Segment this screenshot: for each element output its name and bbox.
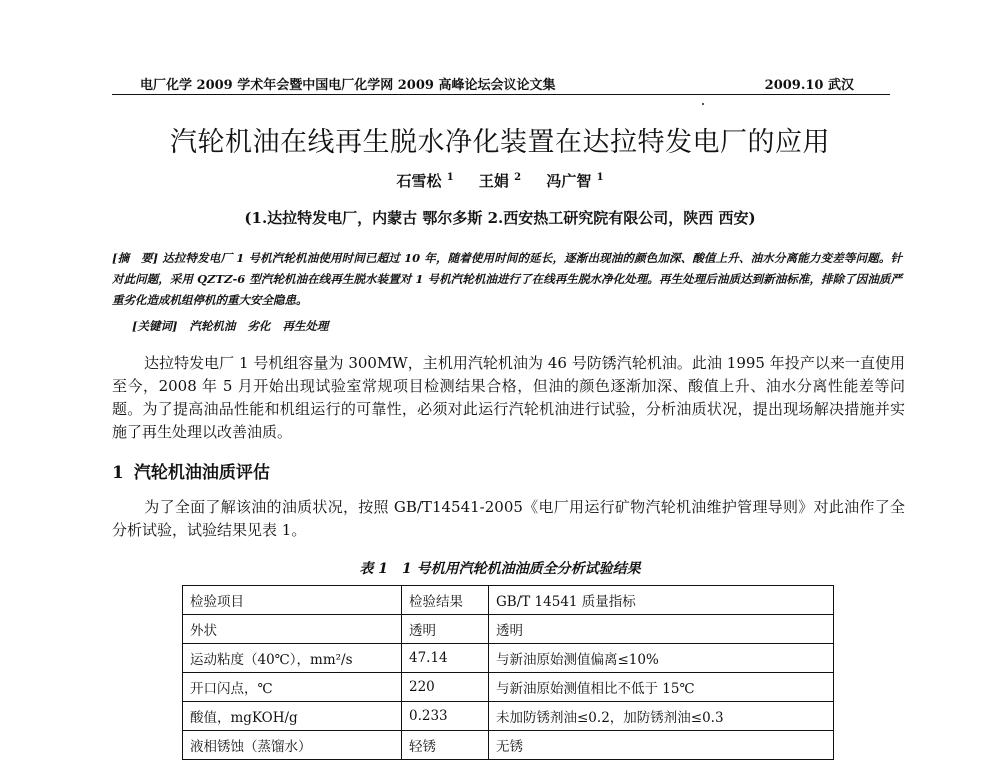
table-cell: 开口闪点，℃ bbox=[183, 673, 402, 702]
table-cell: 无锈 bbox=[489, 731, 834, 760]
intro-paragraph: 达拉特发电厂 1 号机组容量为 300MW，主机用汽轮机油为 46 号防锈汽轮机油。此油 1995 年投产以来一直使用至今，2008 年 5 月开始出现试验室常规项目检测结果合格，但油的颜色逐渐加深、酸值上升、油水分离性能差等问题。为了提高油品性能和机组运行的可靠性，必须对此运行汽轮机油进行试验，分析油质状况，提出现场解决措施并实施了再生处理以改善油质。 bbox=[112, 354, 905, 441]
table-row bbox=[183, 615, 834, 644]
table-cell: 透明 bbox=[489, 615, 834, 644]
table-cell: 液相锈蚀（蒸馏水） bbox=[183, 731, 402, 760]
section-paragraph: 为了全面了解该油的油质状况，按照 GB/T14541-2005《电厂用运行矿物汽轮机油维护管理导则》对此油作了全分析试验，试验结果见表 1。 bbox=[112, 498, 905, 539]
author: 王娟 $^2$ bbox=[478, 172, 522, 190]
section-title: 汽轮机油油质评估 bbox=[133, 463, 270, 483]
table-cell: 0.233 bbox=[402, 702, 489, 731]
author: 冯广智 $^1$ bbox=[546, 172, 604, 190]
abstract bbox=[112, 248, 902, 311]
table-caption: 表 1 1 号机用汽轮机油油质全分析试验结果 bbox=[359, 561, 641, 577]
table-row bbox=[183, 731, 834, 760]
table-header-cell: 检验项目 bbox=[183, 586, 402, 615]
author: 石雪松 $^1$ bbox=[396, 172, 454, 190]
table-cell: 外状 bbox=[183, 615, 402, 644]
keyword: 汽轮机油 bbox=[189, 319, 236, 333]
paper-title: 汽轮机油在线再生脱水净化装置在达拉特发电厂的应用 bbox=[170, 127, 830, 158]
scan-speck bbox=[702, 103, 704, 105]
table-row bbox=[183, 673, 834, 702]
keyword: 劣化 bbox=[247, 319, 271, 333]
table-cell: 与新油原始测值相比不低于 15℃ bbox=[489, 673, 834, 702]
results-table bbox=[182, 585, 834, 760]
table-cell: 220 bbox=[402, 673, 489, 702]
keyword: 再生处理 bbox=[282, 319, 329, 333]
table-cell: 透明 bbox=[402, 615, 489, 644]
section-number: 1 bbox=[112, 463, 124, 483]
header-conference: 电厂化学 2009 学术年会暨中国电厂化学网 2009 高峰论坛会议论文集 bbox=[140, 78, 556, 93]
table-cell: 轻锈 bbox=[402, 731, 489, 760]
abstract-label: [摘 要] bbox=[112, 251, 159, 265]
keywords-label: [关键词] bbox=[132, 319, 178, 333]
table-row bbox=[183, 702, 834, 731]
table-cell: 与新油原始测值偏离≤10% bbox=[489, 644, 834, 673]
table-cell: 运动粘度（40℃），mm²/s bbox=[183, 644, 402, 673]
table-cell: 未加防锈剂油≤0.2，加防锈剂油≤0.3 bbox=[489, 702, 834, 731]
table-cell: 酸值，mgKOH/g bbox=[183, 702, 402, 731]
affiliations: (1.达拉特发电厂，内蒙古 鄂尔多斯 2.西安热工研究院有限公司，陕西 西安) bbox=[244, 209, 756, 227]
table-cell: 47.14 bbox=[402, 644, 489, 673]
section-heading bbox=[112, 458, 270, 483]
table-header-cell: GB/T 14541 质量指标 bbox=[489, 586, 834, 615]
running-header bbox=[112, 72, 890, 95]
header-date-place: 2009.10 武汉 bbox=[764, 78, 854, 93]
table-header-row bbox=[183, 586, 834, 615]
table-row bbox=[183, 644, 834, 673]
table-header-cell: 检验结果 bbox=[402, 586, 489, 615]
abstract-text: 达拉特发电厂 1 号机汽轮机油使用时间已超过 10 年，随着使用时间的延长，逐渐出现油的颜色加深、酸值上升、油水分离能力变差等问题。针对此问题，采用 QZTZ-6 型汽轮机油在线再生脱水装置对 1 号机汽轮机油进行了在线再生脱水净化处理。再生处理后油质达到新油标准，排除了因油质严重劣化造成机组停机的重大安全隐患。 bbox=[112, 251, 903, 307]
keywords bbox=[132, 318, 328, 334]
author-list bbox=[0, 170, 1000, 191]
